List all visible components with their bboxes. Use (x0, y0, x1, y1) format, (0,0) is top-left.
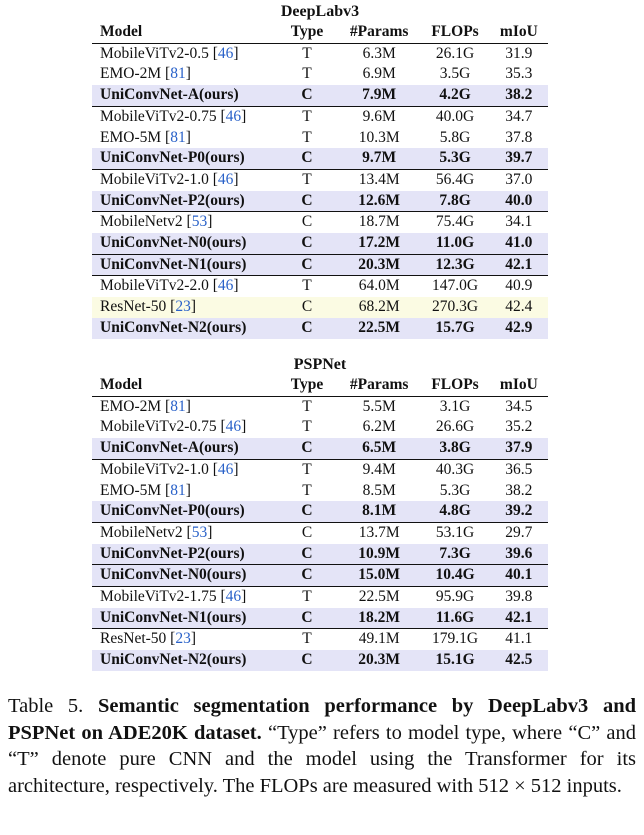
table-row (92, 128, 548, 149)
miou-cell: 39.7 (490, 148, 548, 169)
model-name: UniConvNet-P0(ours) (100, 502, 245, 520)
model-cell: ResNet-50 [23] (92, 629, 276, 650)
citation-link[interactable]: 81 (170, 397, 186, 415)
params-cell: 64.0M (338, 276, 420, 297)
model-name: UniConvNet-N1(ours) (100, 255, 247, 273)
type-cell: T (276, 587, 338, 608)
table-row (92, 212, 548, 233)
citation-link[interactable]: 46 (225, 418, 242, 436)
flops-cell: 12.3G (420, 254, 489, 276)
params-cell: 10.3M (358, 128, 400, 146)
pspnet-table (92, 375, 548, 671)
model-cell: EMO-5M [81] (100, 128, 191, 146)
table-row (92, 191, 548, 212)
type-cell: T (302, 128, 312, 146)
table-row (92, 481, 548, 502)
model-cell: MobileViTv2-0.5 [46] (100, 44, 239, 62)
miou-cell: 37.8 (505, 128, 533, 146)
model-cell (92, 501, 276, 522)
caption-label: Table 5. (8, 695, 84, 717)
miou-cell: 39.6 (490, 544, 548, 565)
model-cell (92, 191, 276, 212)
header-type: Type (276, 375, 338, 396)
table-row (92, 629, 548, 650)
flops-cell: 5.8G (439, 128, 471, 146)
type-cell: T (302, 65, 312, 83)
header-type: Type (276, 22, 338, 43)
model-name: UniConvNet-N0(ours) (100, 234, 247, 252)
flops-cell: 4.8G (420, 501, 489, 522)
type-cell: T (276, 629, 338, 650)
model-name: UniConvNet-A(ours) (100, 439, 239, 457)
caption-bold-text: Semantic segmentation performance by DeepLabv3 and PSPNet on ADE20K dataset. (8, 695, 637, 744)
table-row (92, 587, 548, 608)
citation-link[interactable]: 46 (225, 588, 242, 606)
table-caption (8, 693, 636, 799)
flops-cell: 15.1G (420, 650, 489, 671)
type-cell: T (302, 397, 312, 415)
params-cell: 10.9M (338, 544, 420, 565)
model-name: MobileViTv2-1.75 (100, 588, 217, 606)
params-cell: 12.6M (338, 191, 420, 212)
params-cell: 13.4M (338, 169, 420, 190)
flops-cell: 147.0G (420, 276, 489, 297)
citation-link[interactable]: 81 (170, 65, 186, 83)
model-cell (92, 233, 276, 254)
model-cell: MobileNetv2 [53] (92, 522, 276, 543)
model-cell (92, 608, 276, 629)
flops-cell: 40.0G (420, 106, 489, 127)
params-cell: 6.3M (362, 44, 396, 62)
type-cell: C (276, 650, 338, 671)
header-flops: FLOPs (420, 22, 489, 43)
model-name: UniConvNet-N0(ours) (100, 566, 247, 584)
model-cell (92, 254, 276, 276)
header-miou: mIoU (490, 375, 548, 396)
type-cell: T (276, 276, 338, 297)
flops-cell: 10.4G (420, 565, 489, 587)
pspnet-table-body (92, 396, 548, 671)
table-row (92, 276, 548, 297)
miou-cell: 39.8 (490, 587, 548, 608)
type-cell: T (302, 418, 312, 436)
type-cell: C (276, 254, 338, 276)
params-cell: 6.5M (338, 438, 420, 459)
table-header-row (92, 22, 548, 43)
flops-cell: 40.3G (420, 459, 489, 480)
model-cell: MobileViTv2-2.0 [46] (92, 276, 276, 297)
table-row (92, 650, 548, 671)
type-cell: C (276, 85, 338, 106)
params-cell: 8.1M (338, 501, 420, 522)
params-cell: 22.5M (338, 318, 420, 339)
model-name: MobileViTv2-0.75 (100, 107, 217, 125)
miou-cell: 40.9 (490, 276, 548, 297)
type-cell: C (276, 501, 338, 522)
params-cell: 22.5M (338, 587, 420, 608)
pspnet-table-block (92, 355, 548, 671)
params-cell: 9.6M (338, 106, 420, 127)
params-cell: 18.2M (338, 608, 420, 629)
type-cell: T (276, 169, 338, 190)
table-row (92, 438, 548, 459)
miou-cell: 38.2 (505, 481, 533, 499)
flops-cell: 11.0G (420, 233, 489, 254)
type-cell: C (276, 297, 338, 318)
type-cell: C (276, 212, 338, 233)
flops-cell: 56.4G (420, 169, 489, 190)
caption-body-text: “Type” refers to model type, where “C” and “T” denote pure CNN and the model using the Transformer for its architecture, respectively. The FLOPs are measured with 512 × 512 inputs. (8, 721, 637, 797)
params-cell: 5.5M (362, 397, 396, 415)
deeplabv3-table-title: DeepLabv3 (280, 3, 360, 20)
table-row (92, 565, 548, 587)
params-cell: 9.7M (338, 148, 420, 169)
miou-cell: 34.1 (490, 212, 548, 233)
model-cell: MobileViTv2-1.0 [46] (92, 169, 276, 190)
header-miou: mIoU (490, 22, 548, 43)
miou-cell: 42.5 (490, 650, 548, 671)
type-cell: C (276, 233, 338, 254)
model-cell (92, 85, 276, 106)
model-name: UniConvNet-A(ours) (100, 86, 239, 104)
flops-cell: 75.4G (420, 212, 489, 233)
citation-link[interactable]: 46 (217, 170, 234, 188)
table-row (92, 544, 548, 565)
miou-cell: 40.0 (490, 191, 548, 212)
model-cell (92, 438, 276, 459)
flops-cell: 7.3G (420, 544, 489, 565)
model-name: MobileViTv2-0.75 (100, 418, 217, 436)
flops-cell: 270.3G (420, 297, 489, 318)
model-name: UniConvNet-P2(ours) (100, 544, 245, 562)
citation-link[interactable]: 46 (217, 44, 234, 62)
flops-cell: 3.8G (420, 438, 489, 459)
params-cell: 7.9M (338, 85, 420, 106)
miou-cell: 40.1 (490, 565, 548, 587)
miou-cell: 36.5 (490, 459, 548, 480)
table-row (92, 501, 548, 522)
citation-link[interactable]: 23 (175, 630, 191, 648)
table-header-row (92, 375, 548, 396)
params-cell: 17.2M (338, 233, 420, 254)
params-cell: 18.7M (338, 212, 420, 233)
model-cell: MobileNetv2 [53] (92, 212, 276, 233)
params-cell: 8.5M (362, 481, 396, 499)
params-cell: 49.1M (338, 629, 420, 650)
model-cell: MobileViTv2-1.0 [46] (92, 459, 276, 480)
type-cell: C (276, 318, 338, 339)
table-row (92, 608, 548, 629)
miou-cell: 39.2 (490, 501, 548, 522)
model-cell (92, 544, 276, 565)
miou-cell: 41.0 (490, 233, 548, 254)
miou-cell: 42.1 (490, 254, 548, 276)
miou-cell: 38.2 (490, 85, 548, 106)
type-cell: C (276, 522, 338, 543)
miou-cell: 42.9 (490, 318, 548, 339)
params-cell: 15.0M (338, 565, 420, 587)
params-cell: 20.3M (338, 650, 420, 671)
flops-cell: 5.3G (439, 481, 471, 499)
miou-cell: 37.9 (490, 438, 548, 459)
flops-cell: 4.2G (420, 85, 489, 106)
header-params: #Params (338, 375, 420, 396)
model-cell: EMO-2M [81] (100, 397, 191, 415)
model-cell: MobileViTv2-0.75 [46] (100, 418, 247, 436)
model-cell: MobileViTv2-1.75 [46] (92, 587, 276, 608)
flops-cell: 3.5G (439, 65, 471, 83)
table-row (92, 254, 548, 276)
table-row (92, 522, 548, 543)
miou-cell: 29.7 (490, 522, 548, 543)
model-name: UniConvNet-P0(ours) (100, 149, 245, 167)
miou-cell: 31.9 (505, 44, 533, 62)
table-row (92, 396, 548, 417)
model-name: ResNet-50 (100, 630, 167, 648)
model-cell (92, 148, 276, 169)
miou-cell: 35.3 (505, 65, 533, 83)
citation-link[interactable]: 46 (225, 107, 242, 125)
type-cell: C (276, 191, 338, 212)
flops-cell: 3.1G (439, 397, 471, 415)
flops-cell: 15.7G (420, 318, 489, 339)
params-cell: 68.2M (338, 297, 420, 318)
table-row (92, 85, 548, 106)
model-name: EMO-5M (100, 481, 162, 499)
flops-cell: 11.6G (420, 608, 489, 629)
deeplabv3-table-block (92, 2, 548, 339)
miou-cell: 41.1 (490, 629, 548, 650)
type-cell: T (302, 481, 312, 499)
type-cell: C (276, 438, 338, 459)
model-name: MobileViTv2-1.0 (100, 170, 209, 188)
params-cell: 9.4M (338, 459, 420, 480)
table-row (92, 169, 548, 190)
params-cell: 6.2M (362, 418, 396, 436)
citation-link[interactable]: 81 (170, 481, 186, 499)
citation-link[interactable]: 53 (191, 523, 208, 541)
table-row (92, 43, 548, 64)
table-row (92, 417, 548, 438)
header-model: Model (92, 375, 276, 396)
citation-link[interactable]: 53 (191, 213, 208, 231)
citation-link[interactable]: 46 (217, 460, 234, 478)
table-row (92, 233, 548, 254)
model-name: UniConvNet-P2(ours) (100, 191, 245, 209)
header-flops: FLOPs (420, 375, 489, 396)
miou-cell: 35.2 (505, 418, 533, 436)
type-cell: C (276, 565, 338, 587)
params-cell: 13.7M (338, 522, 420, 543)
model-name: EMO-2M (100, 65, 162, 83)
model-name: MobileViTv2-1.0 (100, 460, 209, 478)
table-row (92, 148, 548, 169)
miou-cell: 42.4 (490, 297, 548, 318)
table-row (92, 64, 548, 85)
deeplabv3-table-body (92, 43, 548, 338)
table-row (92, 106, 548, 127)
citation-link[interactable]: 23 (175, 298, 191, 316)
table-row (92, 297, 548, 318)
citation-link[interactable]: 46 (217, 277, 234, 295)
model-cell: EMO-5M [81] (100, 481, 191, 499)
model-cell (92, 318, 276, 339)
type-cell: C (276, 148, 338, 169)
miou-cell: 42.1 (490, 608, 548, 629)
model-name: EMO-2M (100, 397, 162, 415)
flops-cell: 53.1G (420, 522, 489, 543)
model-name: MobileNetv2 (100, 213, 183, 231)
type-cell: C (276, 544, 338, 565)
miou-cell: 37.0 (490, 169, 548, 190)
deeplabv3-table (92, 22, 548, 339)
miou-cell: 34.5 (505, 397, 533, 415)
type-cell: T (276, 459, 338, 480)
flops-cell: 5.3G (420, 148, 489, 169)
header-model: Model (92, 22, 276, 43)
model-cell (92, 650, 276, 671)
table-row (92, 459, 548, 480)
model-name: MobileViTv2-2.0 (100, 277, 209, 295)
model-name: UniConvNet-N2(ours) (100, 651, 247, 669)
model-name: EMO-5M (100, 128, 162, 146)
type-cell: C (276, 608, 338, 629)
pspnet-table-title: PSPNet (293, 356, 347, 373)
model-name: ResNet-50 (100, 298, 167, 316)
params-cell: 6.9M (362, 65, 396, 83)
model-name: MobileNetv2 (100, 523, 183, 541)
miou-cell: 34.7 (490, 106, 548, 127)
model-cell: MobileViTv2-0.75 [46] (92, 106, 276, 127)
model-cell (92, 565, 276, 587)
flops-cell: 26.6G (435, 418, 475, 436)
params-cell: 20.3M (338, 254, 420, 276)
model-cell: EMO-2M [81] (100, 65, 191, 83)
flops-cell: 179.1G (420, 629, 489, 650)
table-row (92, 318, 548, 339)
citation-link[interactable]: 81 (170, 128, 186, 146)
type-cell: T (276, 106, 338, 127)
model-name: UniConvNet-N2(ours) (100, 318, 247, 336)
model-cell: ResNet-50 [23] (92, 297, 276, 318)
type-cell: T (302, 44, 312, 62)
model-name: MobileViTv2-0.5 (100, 44, 209, 62)
header-params: #Params (338, 22, 420, 43)
flops-cell: 26.1G (435, 44, 475, 62)
model-name: UniConvNet-N1(ours) (100, 608, 247, 626)
flops-cell: 95.9G (420, 587, 489, 608)
flops-cell: 7.8G (420, 191, 489, 212)
